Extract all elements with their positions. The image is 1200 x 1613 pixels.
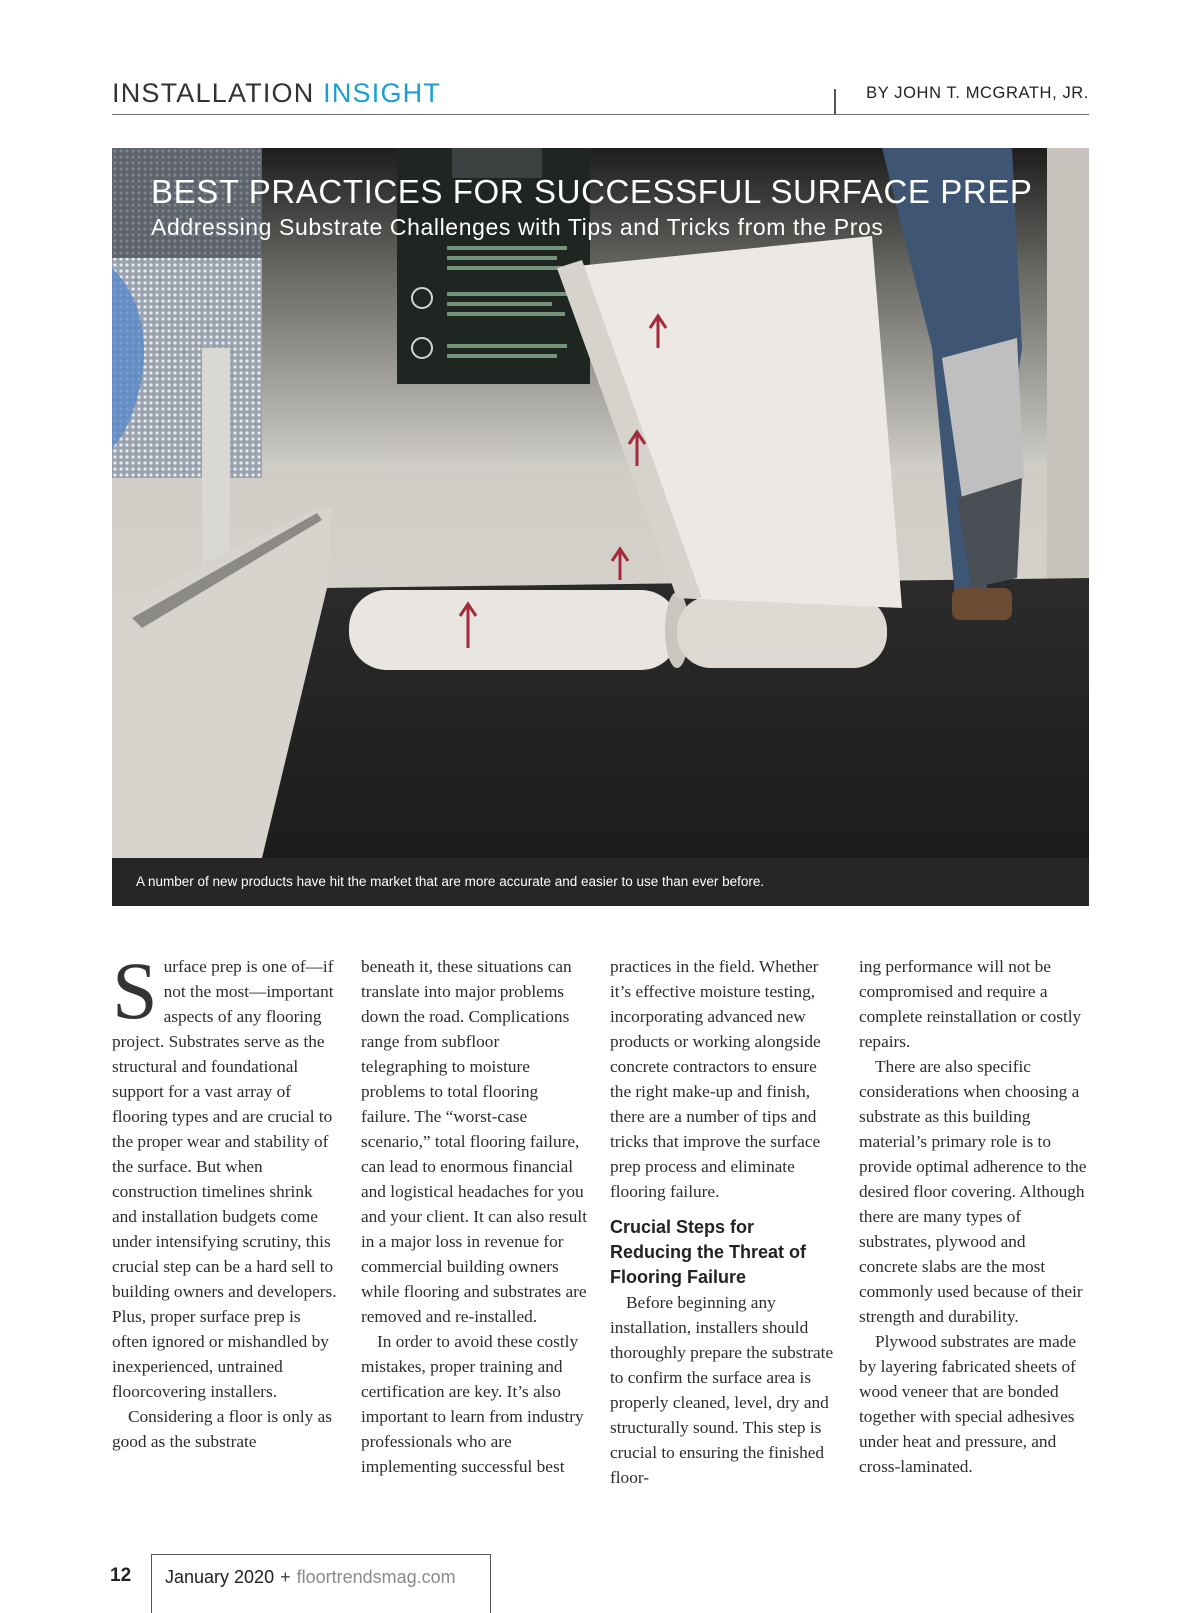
- hero-image: [112, 148, 1089, 858]
- article-paragraph: beneath it, these situations can translate into major problems down the road. Complications range from subfloor telegraphing to moisture problems to total flooring failure. The “worst-case scenario,” total flooring failure, can lead to enormous financial and logistical headaches for you and your client. It can also result in a major loss in revenue for commercial building owners while flooring and substrates are removed and re-installed.: [361, 957, 588, 1326]
- article-paragraph: In order to avoid these costly mistakes, proper training and certification are key. It’s also important to learn from industry professionals who are implementing successful best: [361, 1332, 584, 1476]
- hero-photo-illustration: [112, 148, 1089, 858]
- page-number: 12: [110, 1565, 132, 1586]
- article-column-4: [859, 954, 1087, 1479]
- article-column-2: [361, 954, 589, 1479]
- article-paragraph: [112, 945, 340, 1404]
- hero-subtitle: Addressing Substrate Challenges with Tips and Tricks from the Pros: [151, 214, 884, 241]
- website-link[interactable]: floortrendsmag.com: [296, 1567, 456, 1587]
- article-column-3: [610, 954, 838, 1490]
- section-title-accent: INSIGHT: [323, 78, 442, 108]
- article-paragraph: There are also specific considerations when choosing a substrate as this building material’s primary role is to provide optimal adherence to the desired floor covering. Although there are many types of substrates, plywood and concrete slabs are the most commonly used because of their strength and durability.: [859, 1057, 1087, 1326]
- section-title-main: INSTALLATION: [112, 78, 315, 108]
- footer-separator: +: [280, 1567, 291, 1587]
- photo-caption: [112, 858, 1089, 906]
- article-paragraph: Before beginning any installation, installers should thoroughly prepare the substrate to confirm the surface area is properly cleaned, level, dry and structurally sound. This step is crucial to ensuring the finished floor-: [610, 1293, 834, 1487]
- article-paragraph: Considering a floor is only as good as the substrate: [112, 1407, 332, 1451]
- article-column-1: [112, 945, 340, 1454]
- article-paragraph: practices in the field. Whether it’s effective moisture testing, incorporating advanced new products or working alongside concrete contractors to ensure the right make-up and finish, there are a number of tips and tricks that improve the surface prep process and eliminate flooring failure.: [610, 957, 821, 1201]
- drop-cap: S: [112, 945, 158, 1036]
- footer-box: [151, 1554, 491, 1613]
- byline-divider: [834, 89, 836, 114]
- hero-title: BEST PRACTICES FOR SUCCESSFUL SURFACE PREP: [151, 173, 1033, 210]
- subheading: Crucial Steps for Reducing the Threat of Flooring Failure: [610, 1217, 807, 1287]
- article-paragraph: ing performance will not be compromised and require a complete reinstallation or costly repairs.: [859, 957, 1082, 1051]
- photo-caption-text: A number of new products have hit the market that are more accurate and easier to use than ever before.: [136, 874, 765, 889]
- byline: BY JOHN T. MCGRATH, JR.: [866, 84, 1089, 102]
- hero-text: [151, 174, 1033, 241]
- paragraph-text: urface prep is one of—if not the most—important aspects of any flooring project. Substrates serve as the structural and foundational support for a vast array of flooring types and are crucial to the proper wear and stability of the surface. But when construction timelines shrink and installation budgets come under intensifying scrutiny, this crucial step can be a hard sell to building owners and developers. Plus, proper surface prep is often ignored or mishandled by inexperienced, untrained floorcovering installers.: [112, 957, 337, 1401]
- issue-date: January 2020: [165, 1567, 275, 1587]
- article-header: [112, 74, 1089, 115]
- article-body: [112, 945, 1092, 1514]
- section-title: [112, 78, 441, 109]
- footer-text: [165, 1567, 456, 1588]
- article-paragraph: Plywood substrates are made by layering fabricated sheets of wood veneer that are bonded together with special adhesives under heat and pressure, and cross-laminated.: [859, 1332, 1077, 1476]
